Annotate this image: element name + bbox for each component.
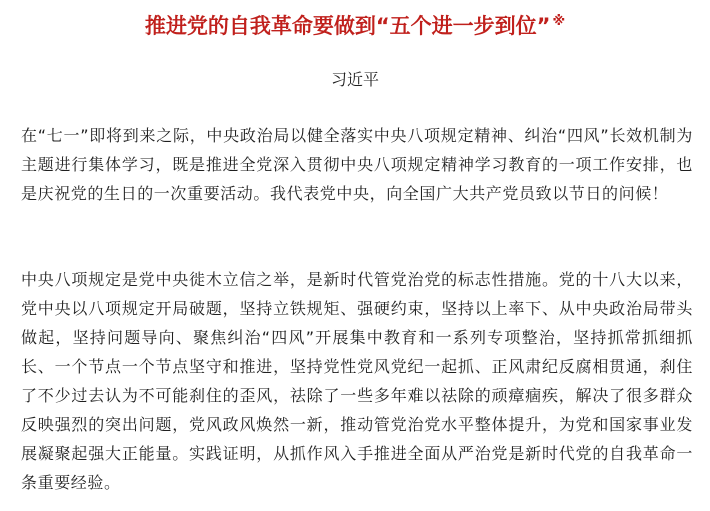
article-title [0,10,710,42]
paragraph-2: 中央八项规定是党中央徙木立信之举，是新时代管党治党的标志性措施。党的十八大以来，党中央以八项规定开局破题，坚持立铁规矩、强硬约束，坚持以上率下、从中央政治局带头做起，坚持问题导向、聚焦纠治“四风”开展集中教育和一系列专项整治，坚持抓常抓细抓长、一个节点一个节点坚守和推进，坚持党性党风党纪一起抓、正风肃纪反腐相贯通，刹住了不少过去认为不可能刹住的歪风，祛除了一些多年难以祛除的顽瘴痼疾，解决了很多群众反映强烈的突出问题，党风政风焕然一新，推动管党治党水平整体提升，为党和国家事业发展凝聚起强大正能量。实践证明，从抓作风入手推进全面从严治党是新时代党的自我革命一条重要经验。 [21,270,693,492]
article-author: 习近平 [330,70,379,89]
article-title-text: 推进党的自我革命要做到“五个进一步到位” [144,14,551,38]
paragraph-1: 在“七一”即将到来之际，中央政治局以健全落实中央八项规定精神、纠治“四风”长效机制为主题进行集体学习，既是推进全党深入贯彻中央八项规定精神学习教育的一项工作安排，也是庆祝党的生日的一次重要活动。我代表党中央，向全国广大共产党员致以节日的问候！ [21,126,693,203]
title-footnote-mark: ※ [552,14,566,29]
